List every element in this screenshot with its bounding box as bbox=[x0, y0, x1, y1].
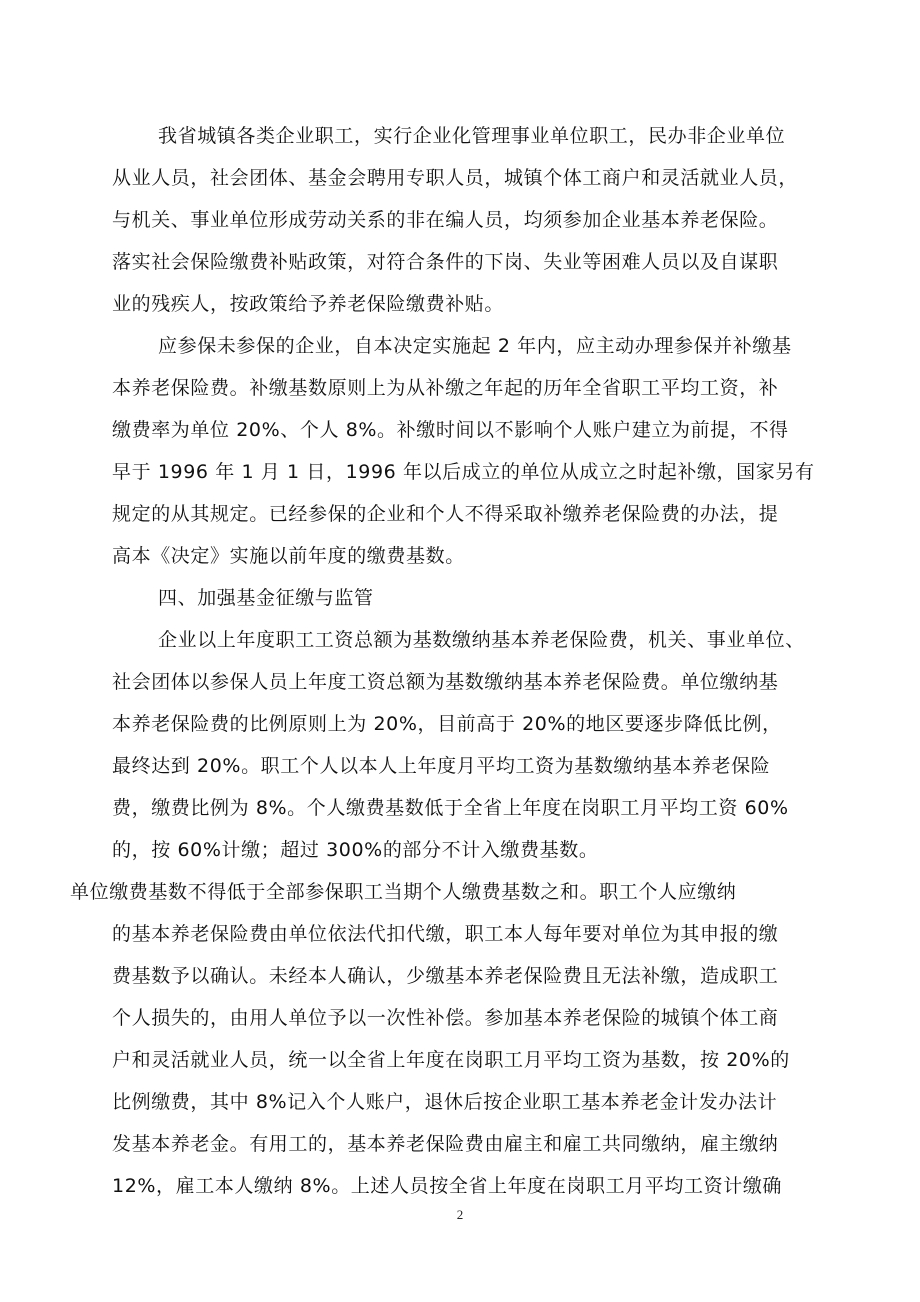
text-line: 应参保未参保的企业，自本决定实施起 2 年内，应主动办理参保并补缴基 bbox=[158, 335, 792, 357]
text-line: 个人损失的，由用人单位予以一次性补偿。参加基本养老保险的城镇个体工商 bbox=[112, 1007, 779, 1029]
text-line: 最终达到 20%。职工个人以本人上年度月平均工资为基数缴纳基本养老保险 bbox=[112, 755, 771, 777]
text-line: 户和灵活就业人员，统一以全省上年度在岗职工月平均工资为基数，按 20%的 bbox=[112, 1049, 790, 1071]
text-line: 发基本养老金。有用工的，基本养老保险费由雇主和雇工共同缴纳，雇主缴纳 bbox=[112, 1133, 779, 1155]
text-line: 落实社会保险缴费补贴政策，对符合条件的下岗、失业等困难人员以及自谋职 bbox=[112, 251, 779, 273]
text-line: 规定的从其规定。已经参保的企业和个人不得采取补缴养老保险费的办法，提 bbox=[112, 503, 779, 525]
text-line: 费，缴费比例为 8%。个人缴费基数低于全省上年度在岗职工月平均工资 60% bbox=[112, 797, 789, 819]
text-line: 12%，雇工本人缴纳 8%。上述人员按全省上年度在岗职工月平均工资计缴确 bbox=[112, 1175, 783, 1197]
text-line: 的基本养老保险费由单位依法代扣代缴，职工本人每年要对单位为其申报的缴 bbox=[112, 923, 779, 945]
text-line: 费基数予以确认。未经本人确认，少缴基本养老保险费且无法补缴，造成职工 bbox=[112, 965, 779, 987]
section-heading: 四、加强基金征缴与监管 bbox=[158, 587, 374, 609]
page-number: 2 bbox=[456, 1207, 464, 1222]
text-line: 早于 1996 年 1 月 1 日，1996 年以后成立的单位从成立之时起补缴，国家另有 bbox=[112, 461, 815, 483]
text-line: 本养老保险费的比例原则上为 20%，目前高于 20%的地区要逐步降低比例， bbox=[112, 713, 782, 735]
text-line: 社会团体以参保人员上年度工资总额为基数缴纳基本养老保险费。单位缴纳基 bbox=[112, 671, 779, 693]
text-line: 高本《决定》实施以前年度的缴费基数。 bbox=[112, 545, 465, 567]
text-line: 从业人员，社会团体、基金会聘用专职人员，城镇个体工商户和灵活就业人员， bbox=[112, 167, 799, 189]
text-line: 业的残疾人，按政策给予养老保险缴费补贴。 bbox=[112, 293, 505, 315]
text-line: 与机关、事业单位形成劳动关系的非在编人员，均须参加企业基本养老保险。 bbox=[112, 209, 779, 231]
text-line: 的，按 60%计缴；超过 300%的部分不计入缴费基数。 bbox=[112, 839, 599, 861]
text-line: 比例缴费，其中 8%记入个人账户，退休后按企业职工基本养老金计发办法计 bbox=[112, 1091, 778, 1113]
text-line: 企业以上年度职工工资总额为基数缴纳基本养老保险费，机关、事业单位、 bbox=[158, 629, 805, 651]
text-line: 缴费率为单位 20%、个人 8%。补缴时间以不影响个人账户建立为前提，不得 bbox=[112, 419, 789, 441]
text-line: 我省城镇各类企业职工，实行企业化管理事业单位职工，民办非企业单位 bbox=[158, 125, 786, 147]
text-line: 本养老保险费。补缴基数原则上为从补缴之年起的历年全省职工平均工资，补 bbox=[112, 377, 779, 399]
text-line: 单位缴费基数不得低于全部参保职工当期个人缴费基数之和。职工个人应缴纳 bbox=[70, 881, 737, 903]
